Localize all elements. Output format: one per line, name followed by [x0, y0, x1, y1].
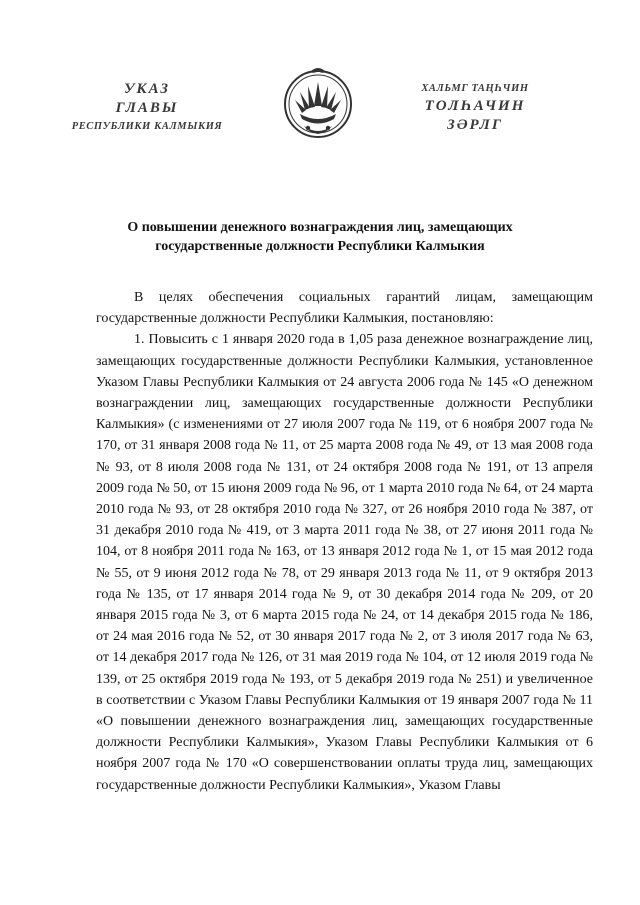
- header-left-line3: РЕСПУБЛИКИ КАЛМЫКИЯ: [71, 121, 223, 132]
- document-title: [70, 218, 570, 256]
- header-right-line2: ТОЛҺАЧИН: [424, 98, 526, 114]
- body-intro-paragraph: В целях обеспечения социальных гарантий лицам, замещающим государственные должности Республики Калмыкия, постановляю:: [96, 290, 593, 327]
- document-title-line2: государственные должности Республики Калмыкия: [155, 239, 485, 254]
- document-title-line1: О повышении денежного вознаграждения лиц, замещающих: [127, 220, 513, 235]
- header-right-line3: ЗӘРЛГ: [447, 117, 503, 133]
- header-left-line2: ГЛАВЫ: [115, 100, 179, 116]
- header-right-block: [400, 80, 550, 135]
- kalmykia-coat-of-arms-icon: [278, 62, 358, 142]
- header-left-line1: УКАЗ: [123, 81, 171, 97]
- body-item1-paragraph: 1. Повысить с 1 января 2020 года в 1,05 раза денежное вознаграждение лиц, замещающих государственные должности Республики Калмыкия, установленное Указом Главы Республики Калмыкия от 24 августа 2006 года № 145 «О денежном вознаграждении лиц, замещающих государственные должности Республики Калмыкия» (с изменениями от 27 июля 2007 года № 119, от 6 ноября 2007 года № 170, от 31 января 2008 года № 11, от 25 марта 2008 года № 49, от 13 мая 2008 года № 93, от 8 июля 2008 года № 131, от 24 октября 2008 года № 191, от 13 апреля 2009 года № 50, от 15 июня 2009 года № 96, от 1 марта 2010 года № 64, от 24 марта 2010 года № 93, от 28 октября 2010 года № 327, от 26 ноября 2010 года № 387, от 31 декабря 2010 года № 419, от 3 марта 2011 года № 38, от 27 июня 2011 года № 104, от 8 ноября 2011 года № 163, от 13 января 2012 года № 1, от 15 мая 2012 года № 55, от 9 июня 2012 года № 78, от 29 января 2013 года № 11, от 9 октября 2013 года № 135, от 17 января 2014 года № 9, от 30 декабря 2014 года № 209, от 20 января 2015 года № 3, от 6 марта 2015 года № 24, от 14 декабря 2015 года № 186, от 24 мая 2016 года № 52, от 30 января 2017 года № 2, от 3 июля 2017 года № 63, от 14 декабря 2017 года № 126, от 31 мая 2019 года № 104, от 12 июля 2019 года № 139, от 25 октября 2019 года № 193, от 5 декабря 2019 года № 251) и увеличенное в соответствии с Указом Главы Республики Калмыкия от 19 января 2007 года № 11 «О повышении денежного вознаграждения лиц, замещающих государственные должности Республики Калмыкия», Указом Главы Республики Калмыкия от 6 ноября 2007 года № 170 «О совершенствовании оплаты труда лиц, замещающих государственные должности Республики Калмыкия», Указом Главы: [96, 332, 593, 793]
- document-body: [96, 287, 593, 796]
- header-left-block: [62, 80, 232, 135]
- header-right-line1: ХАЛЬМГ ТАҢҺЧИН: [421, 83, 529, 94]
